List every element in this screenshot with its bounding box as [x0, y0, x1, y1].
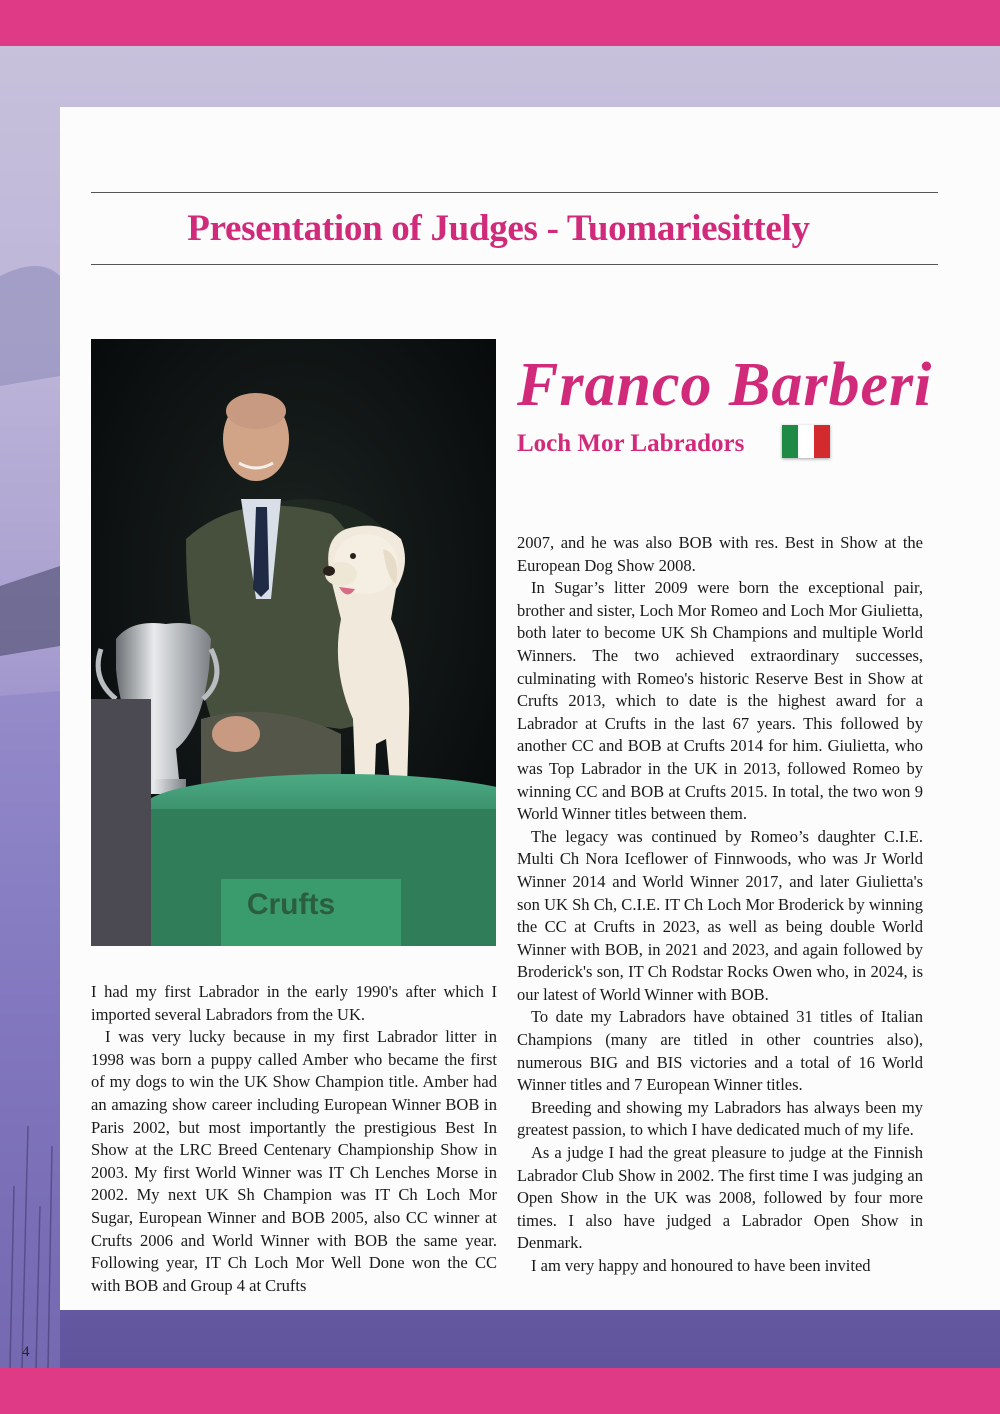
- header-rule-top: [91, 192, 938, 193]
- flag-stripe-white: [798, 425, 814, 458]
- paragraph: To date my Labradors have obtained 31 titles of Italian Champions (many are titled in other countries also), numerous BIG and BIS victories and a total of 16 World Winner titles and 7 European Winner titles.: [517, 1007, 923, 1095]
- paragraph: In Sugar’s litter 2009 were born the exceptional pair, brother and sister, Loch Mor Romeo and Loch Mor Giulietta, both later to become UK Sh Champions and multiple World Winners. The two achieved extraordinary successes, culminating with Romeo's historic Reserve Best in Show at Crufts 2013, which to date is the highest award for a Labrador at Crufts in the last 67 years. This followed by another CC and BOB at Crufts 2014 for him. Giulietta, who was Top Labrador in the UK in 2013, followed Romeo by winning CC and BOB at Crufts 2015. In total, the two won 9 World Winner titles between them.: [517, 578, 923, 824]
- article-column-right: [517, 532, 923, 1278]
- paragraph: Breeding and showing my Labradors has always been my greatest passion, to which I have dedicated much of my life.: [517, 1097, 923, 1140]
- italy-flag-icon: [782, 425, 830, 458]
- flag-stripe-green: [782, 425, 798, 458]
- paragraph: I am very happy and honoured to have been invited: [531, 1256, 871, 1275]
- flag-stripe-red: [814, 425, 830, 458]
- page-number: 4: [22, 1344, 30, 1360]
- judge-name: Franco Barberi: [517, 351, 933, 419]
- paragraph: I was very lucky because in my first Labrador litter in 1998 was born a puppy called Amber who became the first of my dogs to win the UK Show Champion title. Amber had an amazing show career including European Winner BOB in Paris 2002, but most importantly the prestigious Best In Show at the LRC Breed Centenary Championship Show in 2003. My first World Winner was IT Ch Lenches Morse in 2002. My next UK Sh Champion was IT Ch Loch Mor Sugar, European Winner and BOB 2005, also CC winner at Crufts 2006 and World Winner with BOB the same year. Following year, IT Ch Loch Mor Well Done won the CC with BOB and Group 4 at Crufts: [91, 1027, 497, 1295]
- stage-sign: Crufts: [246, 888, 336, 921]
- paragraph: The legacy was continued by Romeo’s daughter C.I.E. Multi Ch Nora Iceflower of Finnwoods, who was Jr World Winner 2014 and World Winner 2017, and later Giulietta's son UK Sh Ch, C.I.E. IT Ch Loch Mor Broderick by winning the CC at Crufts in 2023, as well as being double World Winner with BOB, in 2021 and 2023, and again followed by Broderick's son, IT Ch Rodstar Rocks Owen who, in 2024, is our latest of World Winner with BOB.: [517, 826, 923, 1004]
- paragraph: I had my first Labrador in the early 1990's after which I imported several Labradors from the UK.: [91, 982, 497, 1024]
- bottom-accent-bar: [0, 1368, 1000, 1414]
- judge-photo: [91, 339, 496, 946]
- paragraph: As a judge I had the great pleasure to judge at the Finnish Labrador Club Show in 2002. The first time I was judging an Open Show in the UK was 2008, followed by four more times. I also have judged a Labrador Open Show in Denmark.: [517, 1143, 923, 1253]
- page-title: Presentation of Judges - Tuomariesittely: [187, 208, 810, 249]
- kennel-name: Loch Mor Labradors: [517, 430, 745, 457]
- article-column-left: [91, 981, 497, 1297]
- top-accent-bar: [0, 0, 1000, 46]
- paragraph: 2007, and he was also BOB with res. Best in Show at the European Dog Show 2008.: [517, 533, 923, 575]
- header-rule-bottom: [91, 264, 938, 265]
